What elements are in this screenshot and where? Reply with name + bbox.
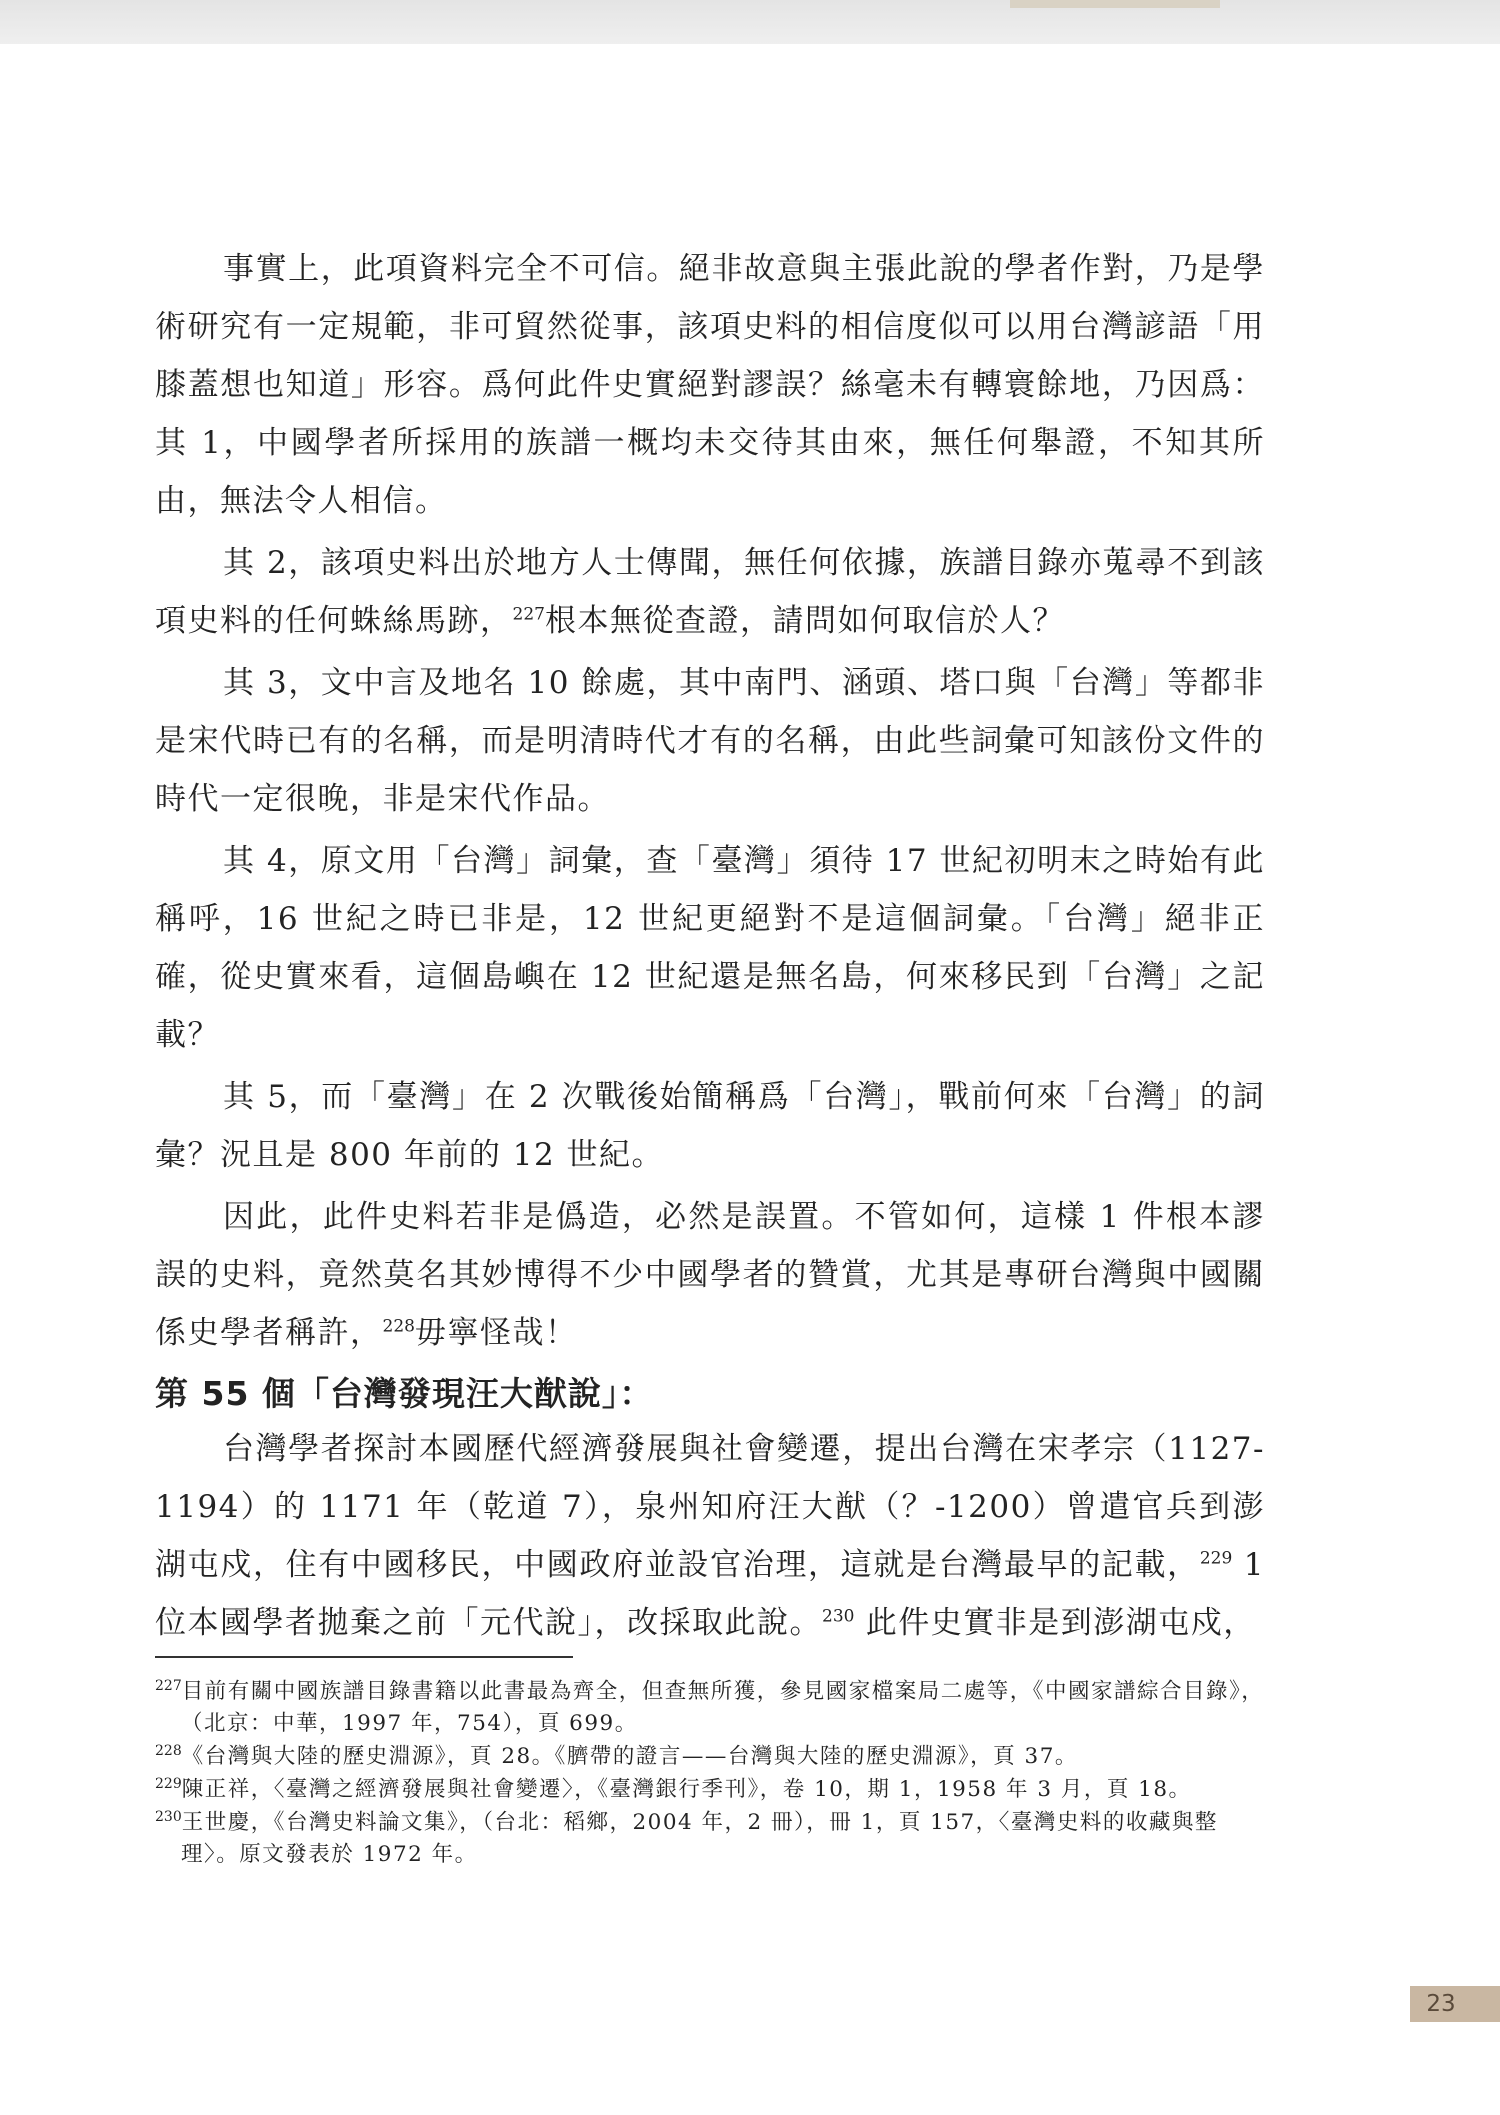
footnote-ref-230: 230: [822, 1606, 855, 1627]
page-number: 23: [1426, 1991, 1456, 2017]
footnotes: [155, 1676, 1265, 1872]
paragraph-5: [155, 1068, 1265, 1184]
footnote-number: 230: [155, 1808, 182, 1825]
paragraph-2-text-a: 其 2，該項史料出於地方人士傳聞，無任何依據，族譜目錄亦蒐尋不到該項史料的任何蛛絲馬跡，: [155, 545, 1265, 639]
footnote-229: [155, 1774, 1265, 1806]
paragraph-6-text-b: 毋寧怪哉！: [414, 1315, 578, 1351]
section-heading: 第 55 個「台灣發現汪大猷說」：: [155, 1374, 654, 1413]
footnote-ref-227: 227: [512, 604, 545, 625]
footnote-text: 王世慶，《台灣史料論文集》，（台北：稻鄉，2004 年，2 冊），冊 1，頁 157，〈臺灣史料的收藏與整理〉。原文發表於 1972 年。: [181, 1810, 1218, 1867]
paragraph-3: [155, 654, 1265, 828]
paragraph-7-text-c: 此件史實非是到澎湖屯戍，: [854, 1605, 1256, 1641]
footnote-230: [155, 1807, 1265, 1871]
footnote-number: 228: [155, 1742, 182, 1759]
paragraph-6: [155, 1188, 1265, 1362]
footnote-number: 227: [155, 1677, 182, 1694]
paragraph-7: [155, 1420, 1265, 1652]
footnote-ref-229: 229: [1199, 1548, 1233, 1569]
page-number-tab: [1410, 1986, 1500, 2022]
paragraph-2: [155, 534, 1265, 650]
footnote-divider: [155, 1656, 573, 1658]
footnote-text: 《台灣與大陸的歷史淵源》，頁 28。《臍帶的證言——台灣與大陸的歷史淵源》，頁 37。: [181, 1744, 1078, 1769]
footnote-text: 陳正祥，〈臺灣之經濟發展與社會變遷〉，《臺灣銀行季刊》，卷 10，期 1，1958 年 3 月，頁 18。: [181, 1777, 1192, 1802]
footnote-227: [155, 1676, 1265, 1740]
footnote-ref-228: 228: [382, 1316, 415, 1337]
page-top-band: [0, 0, 1500, 44]
paragraph-4: [155, 832, 1265, 1064]
paragraph-7-text-a: 台灣學者探討本國歷代經濟發展與社會變遷，提出台灣在宋孝宗（1127-1194）的 1171 年（乾道 7），泉州知府汪大猷（？-1200）曾遣官兵到澎湖屯戍，住有中國移民，中國政府並設官治理，這就是台灣最早的記載，: [155, 1431, 1265, 1583]
paragraph-4-text: 其 4，原文用「台灣」詞彙，查「臺灣」須待 17 世紀初明末之時始有此稱呼，16 世紀之時已非是，12 世紀更絕對不是這個詞彙。「台灣」絕非正確，從史實來看，這個島嶼在 12 世紀還是無名島，何來移民到「台灣」之記載？: [155, 843, 1265, 1053]
paragraph-6-text-a: 因此，此件史料若非是僞造，必然是誤置。不管如何，這樣 1 件根本謬誤的史料，竟然莫名其妙博得不少中國學者的贊賞，尤其是專研台灣與中國關係史學者稱許，: [155, 1199, 1265, 1351]
footnote-number: 229: [155, 1775, 182, 1792]
paragraph-2-text-b: 根本無從查證，請問如何取信於人？: [544, 603, 1065, 639]
paragraph-5-text: 其 5，而「臺灣」在 2 次戰後始簡稱爲「台灣」，戰前何來「台灣」的詞彙？況且是 800 年前的 12 世紀。: [155, 1079, 1265, 1173]
paragraph-7-text-b: 1 位本國學者拋棄之前「元代說」，改採取此說。: [155, 1547, 1266, 1641]
paragraph-3-text: 其 3，文中言及地名 10 餘處，其中南門、涵頭、塔口與「台灣」等都非是宋代時已有的名稱，而是明清時代才有的名稱，由此些詞彙可知該份文件的時代一定很晚，非是宋代作品。: [155, 665, 1265, 817]
footnote-228: [155, 1741, 1265, 1773]
paragraph-1: [155, 240, 1265, 530]
paragraph-1-text: 事實上，此項資料完全不可信。絕非故意與主張此說的學者作對，乃是學術研究有一定規範，非可貿然從事，該項史料的相信度似可以用台灣諺語「用膝蓋想也知道」形容。爲何此件史實絕對謬誤？絲毫未有轉寰餘地，乃因爲：其 1，中國學者所採用的族譜一概均未交待其由來，無任何舉證，不知其所由，無法令人相信。: [155, 251, 1265, 519]
footnote-text: 目前有關中國族譜目錄書籍以此書最為齊全，但查無所獲，參見國家檔案局二處等，《中國家譜綜合目錄》，（北京：中華，1997 年，754），頁 699。: [181, 1679, 1265, 1736]
page-body: [155, 240, 1265, 1656]
page-top-accent: [1010, 0, 1220, 8]
